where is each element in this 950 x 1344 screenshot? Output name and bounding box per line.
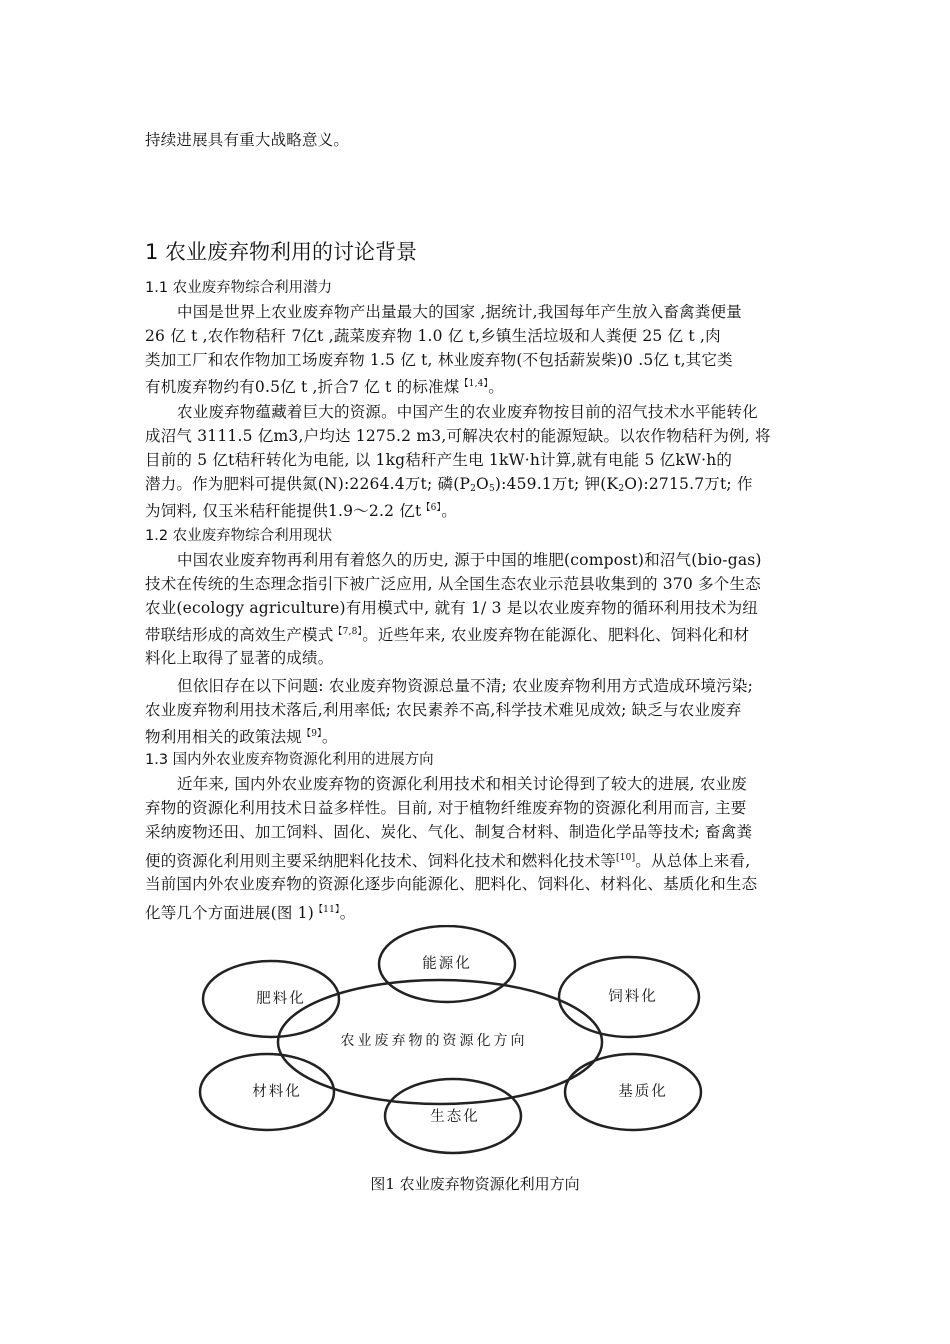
text-line: 料化上取得了显著的成绩。 — [145, 649, 334, 667]
node-label: 材料化 — [252, 1084, 302, 1100]
section-title: 1 农业废弃物利用的讨论背景 — [145, 240, 418, 264]
text-line: 目前的 5 亿t秸秆转化为电能, 以 1kg秸秆产生电 1kW·h计算,就有电能 5 亿kW·h的 — [145, 451, 733, 469]
subsection-heading-1-1: 1.1 农业废弃物综合利用潜力 — [145, 280, 333, 296]
text-line: 化等几个方面进展(图 1)$^{【11】}$。 — [145, 904, 356, 922]
node-label: 饲料化 — [608, 989, 658, 1005]
text-line: 技术在传统的生态理念指引下被广泛应用, 从全国生态农业示范县收集到的 370 多个生态 — [145, 575, 761, 593]
text-line: 中国是世界上农业废弃物产出量最大的国家 ,据统计,我国每年产生放入畜禽粪便量 — [177, 303, 742, 321]
citation: 【6】 — [421, 503, 442, 513]
text-line: 采纳废物还田、加工饲料、固化、炭化、气化、制复合材料、制造化学品等技术; 畜禽粪 — [145, 823, 753, 841]
text-line: 农业(ecology agriculture)有用模式中, 就有 1/ 3 是以农业废弃物的循环利用技术为纽 — [145, 599, 759, 617]
text-line: 潜力。作为肥料可提供氮(N):2264.4万t; 磷$(P_2O_5):459.1$万t; 钾$(K_2O):2715.7$万t; 作 — [145, 475, 753, 494]
text-line: 为饲料, 仅玉米秸秆能提供1.9～2.2 亿$t^{【6】}$。 — [145, 502, 457, 520]
text-line: 便的资源化利用则主要采纳肥料化技术、饲料化技术和燃料化技术等[10]。从总体上来看, — [145, 852, 751, 870]
text-line: 但依旧存在以下问题: 农业废弃物资源总量不清; 农业废弃物利用方式造成环境污染; — [177, 677, 754, 695]
node-label: 基质化 — [618, 1084, 668, 1100]
center-label: 农业废弃物的资源化方向 — [340, 1033, 528, 1049]
text-line: 物利用相关的政策法规$^{【9】}$。 — [145, 728, 338, 746]
text-line: 弃物的资源化利用技术日益多样性。目前, 对于植物纤维废弃物的资源化利用而言, 主要 — [145, 799, 747, 817]
citation: 【7,8】 — [333, 627, 363, 637]
text-line: 26 亿 t ,农作物秸秆 7亿t ,蔬菜废弃物 1.0 亿 t,乡镇生活垃圾和人粪便 25 亿 t ,肉 — [145, 327, 721, 345]
text-line: 农业废弃物蕴藏着巨大的资源。中国产生的农业废弃物按目前的沼气技术水平能转化 — [177, 403, 758, 421]
citation: 【9】 — [302, 729, 322, 739]
subsection-heading-1-2: 1.2 农业废弃物综合利用现状 — [145, 528, 333, 544]
text-line: 带联结形成的高效生产模式$^{【7,8】}$。近些年来, 农业废弃物在能源化、肥料化、饲料化和材 — [145, 626, 750, 644]
paragraph-fragment: 持续进展具有重大战略意义。 — [145, 131, 350, 149]
text-line: 类加工厂和农作物加工场废弃物 1.5 亿 t, 林业废弃物(不包括薪炭柴)0 .5亿 t,其它类 — [145, 351, 733, 369]
text-line: 农业废弃物利用技术落后,利用率低; 农民素养不高,科学技术难见成效; 缺乏与农业废弃 — [145, 701, 742, 719]
text-line: 中国农业废弃物再利用有着悠久的历史, 源于中国的堆肥(compost)和沼气(bio-gas) — [177, 551, 762, 569]
figure-caption: 图1 农业废弃物资源化利用方向 — [370, 1175, 580, 1193]
node-label: 生态化 — [430, 1109, 480, 1125]
text-line: 有机废弃物约有0.5亿 t ,折合7 亿 t 的标准煤$^{【1,4】}$。 — [145, 378, 504, 396]
node-label: 肥料化 — [256, 991, 306, 1007]
citation: 【1,4】 — [459, 379, 489, 389]
text-line: 成沼气 3111.5 亿m3,户均达 1275.2 m3,可解决农村的能源短缺。以农作物秸秆为例, 将 — [145, 427, 771, 445]
subsection-heading-1-3: 1.3 国内外农业废弃物资源化利用的进展方向 — [145, 752, 434, 768]
text-line: 当前国内外农业废弃物的资源化逐步向能源化、肥料化、饲料化、材料化、基质化和生态 — [145, 875, 758, 893]
citation: [10] — [616, 853, 636, 863]
resource-direction-diagram — [197, 925, 807, 1165]
text-line: 近年来, 国内外农业废弃物的资源化利用技术和相关讨论得到了较大的进展, 农业废 — [177, 775, 748, 793]
node-label: 能源化 — [422, 956, 472, 972]
citation: 【11】 — [313, 905, 340, 915]
